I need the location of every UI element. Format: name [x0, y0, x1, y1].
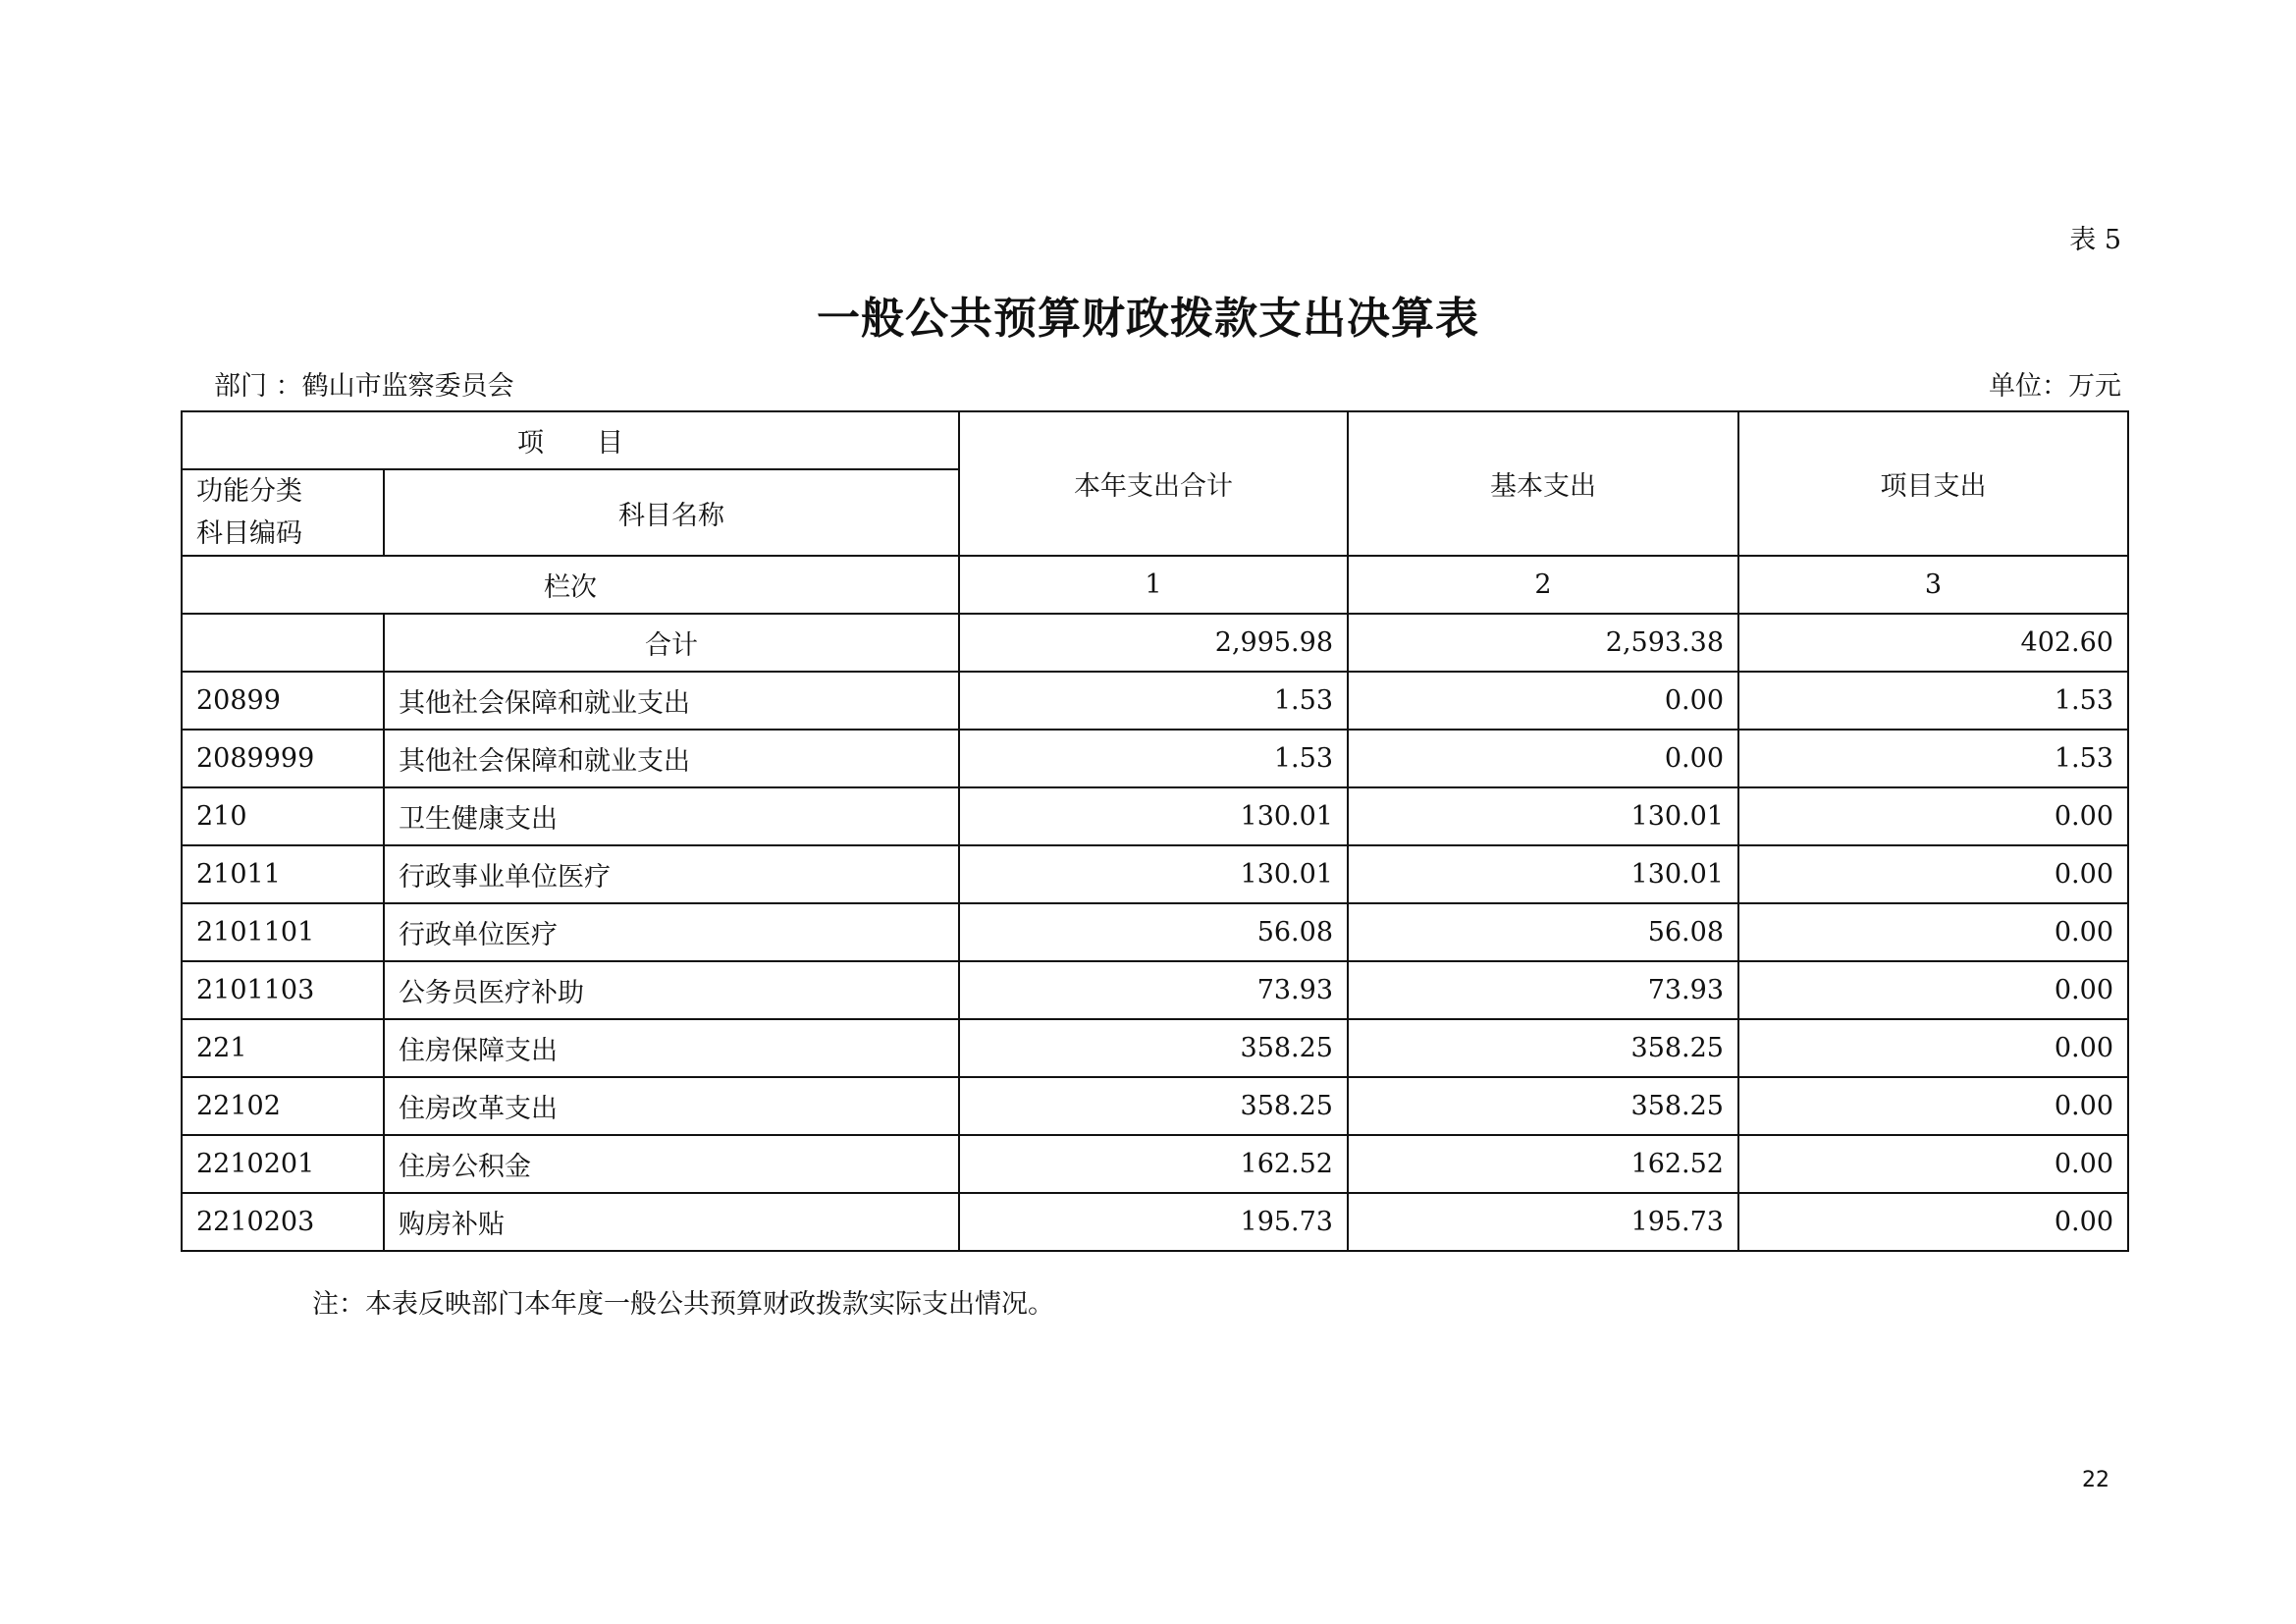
table-row [182, 1193, 2128, 1251]
department-label: 部门 ：鹤山市监察委员会 [214, 371, 514, 402]
row-name: 行政单位医疗 [384, 903, 959, 961]
row-total: 130.01 [959, 845, 1348, 903]
total-amount: 2,995.98 [959, 614, 1348, 672]
row-project: 1.53 [1738, 672, 2128, 730]
row-basic: 0.00 [1348, 730, 1738, 787]
row-total: 162.52 [959, 1135, 1348, 1193]
row-code: 221 [182, 1019, 384, 1077]
row-code: 2101101 [182, 903, 384, 961]
page-title: 一般公共预算财政拨款支出决算表 [817, 294, 1479, 344]
table-row [182, 1077, 2128, 1135]
total-basic: 2,593.38 [1348, 614, 1738, 672]
row-total: 130.01 [959, 787, 1348, 845]
row-code: 21011 [182, 845, 384, 903]
row-total: 1.53 [959, 672, 1348, 730]
table-number: 表 5 [2069, 225, 2121, 255]
row-project: 0.00 [1738, 903, 2128, 961]
row-code: 22102 [182, 1077, 384, 1135]
row-basic: 56.08 [1348, 903, 1738, 961]
seq-label: 栏次 [182, 556, 959, 614]
row-basic: 0.00 [1348, 672, 1738, 730]
table-row [182, 787, 2128, 845]
row-project: 0.00 [1738, 1077, 2128, 1135]
row-basic: 130.01 [1348, 787, 1738, 845]
row-code: 2210201 [182, 1135, 384, 1193]
header-project: 项目支出 [1738, 411, 2128, 556]
header-item: 项 目 [182, 411, 959, 469]
row-total: 358.25 [959, 1077, 1348, 1135]
table-row [182, 961, 2128, 1019]
row-name: 卫生健康支出 [384, 787, 959, 845]
table-row [182, 1135, 2128, 1193]
row-total: 358.25 [959, 1019, 1348, 1077]
row-basic: 358.25 [1348, 1019, 1738, 1077]
row-code: 2089999 [182, 730, 384, 787]
row-code: 210 [182, 787, 384, 845]
header-name: 科目名称 [384, 469, 959, 556]
row-basic: 130.01 [1348, 845, 1738, 903]
row-code: 20899 [182, 672, 384, 730]
seq-1: 1 [959, 556, 1348, 614]
table-row [182, 730, 2128, 787]
row-project: 0.00 [1738, 1193, 2128, 1251]
row-name: 住房公积金 [384, 1135, 959, 1193]
table-row [182, 1019, 2128, 1077]
row-total: 195.73 [959, 1193, 1348, 1251]
row-name: 购房补贴 [384, 1193, 959, 1251]
header-code-line2: 科目编码 [196, 518, 302, 549]
seq-3: 3 [1738, 556, 2128, 614]
expenditure-table [181, 410, 2129, 1252]
table-row [182, 672, 2128, 730]
row-name: 行政事业单位医疗 [384, 845, 959, 903]
row-project: 0.00 [1738, 1135, 2128, 1193]
row-project: 0.00 [1738, 1019, 2128, 1077]
header-code [182, 469, 384, 556]
total-project: 402.60 [1738, 614, 2128, 672]
row-basic: 195.73 [1348, 1193, 1738, 1251]
row-basic: 162.52 [1348, 1135, 1738, 1193]
row-name: 其他社会保障和就业支出 [384, 672, 959, 730]
total-code-cell [182, 614, 384, 672]
header-total: 本年支出合计 [959, 411, 1348, 556]
row-name: 其他社会保障和就业支出 [384, 730, 959, 787]
row-name: 住房改革支出 [384, 1077, 959, 1135]
page-number: 22 [2082, 1468, 2109, 1492]
row-total: 73.93 [959, 961, 1348, 1019]
table-row [182, 845, 2128, 903]
row-total: 56.08 [959, 903, 1348, 961]
table-row [182, 903, 2128, 961]
row-project: 0.00 [1738, 961, 2128, 1019]
footnote: 注：本表反映部门本年度一般公共预算财政拨款实际支出情况。 [312, 1289, 1054, 1320]
row-code: 2210203 [182, 1193, 384, 1251]
seq-row [182, 556, 2128, 614]
row-basic: 358.25 [1348, 1077, 1738, 1135]
seq-2: 2 [1348, 556, 1738, 614]
total-row [182, 614, 2128, 672]
row-basic: 73.93 [1348, 961, 1738, 1019]
row-project: 0.00 [1738, 787, 2128, 845]
header-row-1 [182, 411, 2128, 469]
row-name: 住房保障支出 [384, 1019, 959, 1077]
header-code-line1: 功能分类 [196, 476, 302, 507]
total-label: 合计 [384, 614, 959, 672]
row-total: 1.53 [959, 730, 1348, 787]
row-project: 0.00 [1738, 845, 2128, 903]
row-code: 2101103 [182, 961, 384, 1019]
unit-label: 单位：万元 [1989, 371, 2121, 402]
row-project: 1.53 [1738, 730, 2128, 787]
row-name: 公务员医疗补助 [384, 961, 959, 1019]
header-basic: 基本支出 [1348, 411, 1738, 556]
